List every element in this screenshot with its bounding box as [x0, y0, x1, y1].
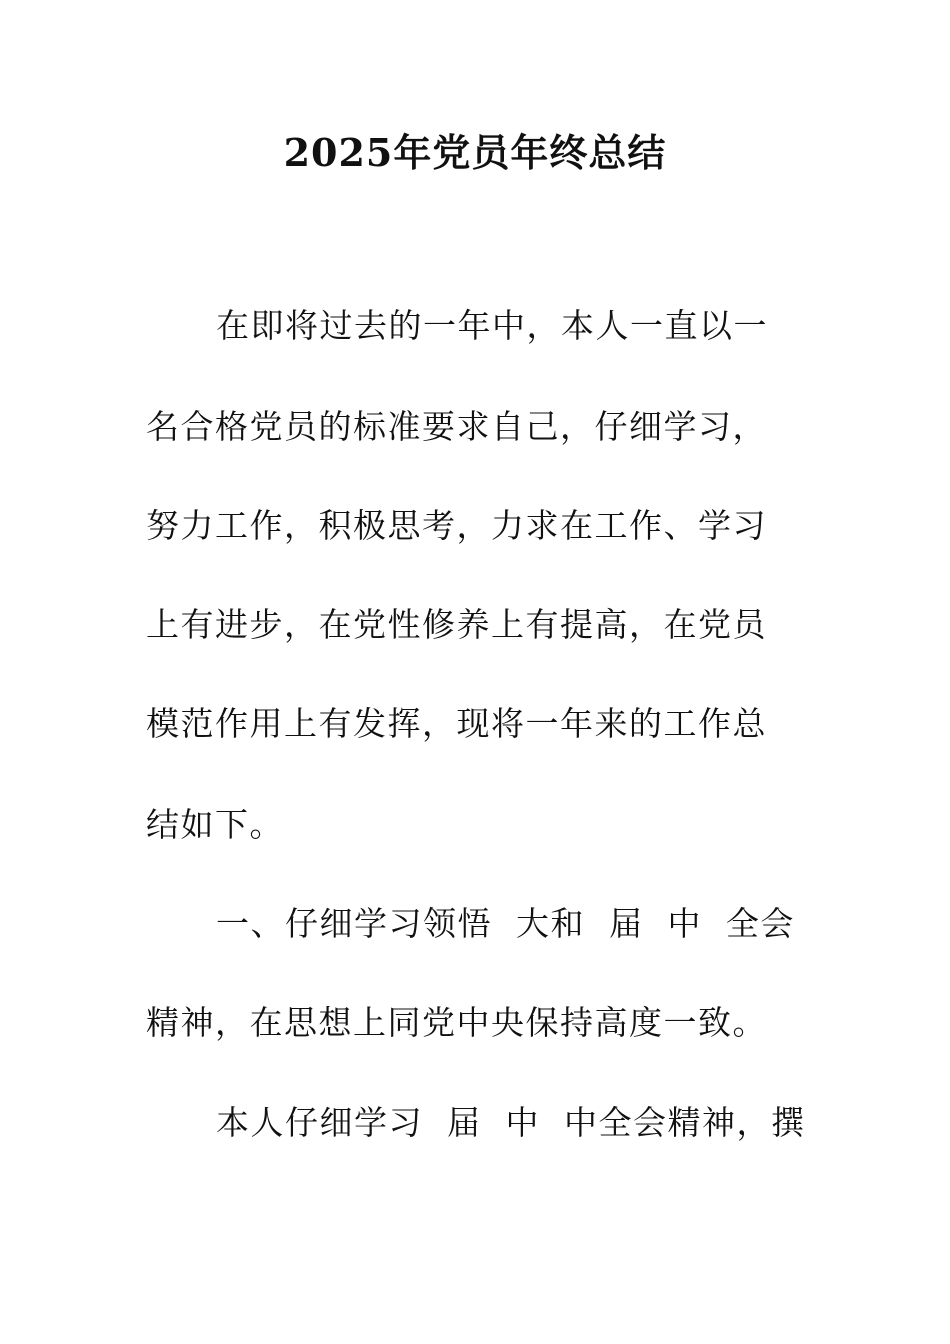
document-title: 2025年党员年终总结	[283, 130, 667, 175]
paragraph-line: 上有进步，在党性修养上有提高，在党员	[146, 605, 767, 644]
section-heading-line: 一、仔细学习领悟 大和 届 中 全会	[216, 904, 795, 943]
paragraph-line: 本人仔细学习 届 中 中全会精神，撰	[216, 1103, 806, 1142]
paragraph-line: 结如下。	[146, 805, 284, 844]
paragraph-line: 在即将过去的一年中，本人一直以一	[216, 306, 768, 345]
paragraph-line: 模范作用上有发挥，现将一年来的工作总	[146, 704, 767, 743]
paragraph-line: 努力工作，积极思考，力求在工作、学习	[146, 506, 767, 545]
paragraph-line: 名合格党员的标准要求自己，仔细学习，	[146, 407, 767, 446]
section-heading-line: 精神，在思想上同党中央保持高度一致。	[146, 1003, 767, 1042]
